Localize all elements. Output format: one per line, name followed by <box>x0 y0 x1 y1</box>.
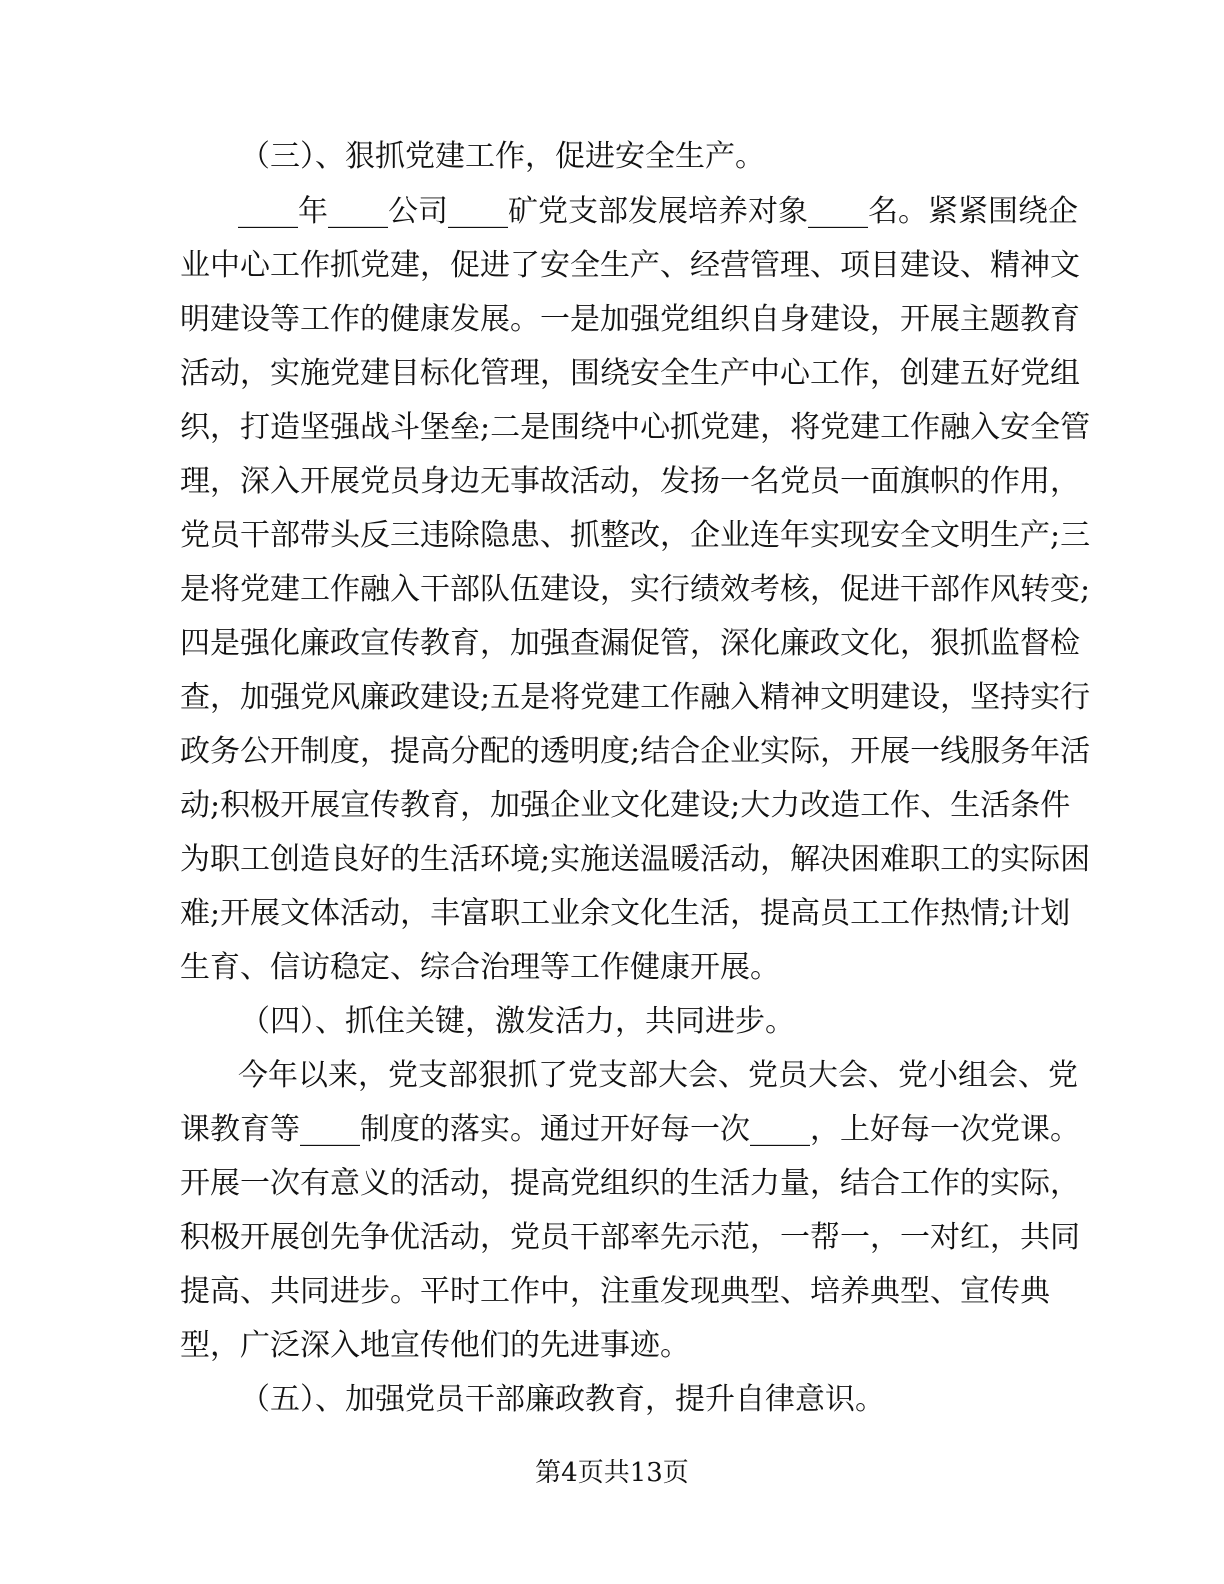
paragraph-line: 型，广泛深入地宣传他们的先进事迹。 <box>180 1328 690 1363</box>
page-number-footer: 第4页共13页 <box>535 1458 689 1488</box>
paragraph-line: 难;开展文体活动，丰富职工业余文化生活，提高员工工作热情;计划 <box>180 896 1071 931</box>
paragraph-line: 今年以来，党支部狠抓了党支部大会、党员大会、党小组会、党 <box>238 1058 1078 1093</box>
paragraph-line: 理，深入开展党员身边无事故活动，发扬一名党员一面旗帜的作用， <box>180 464 1080 499</box>
section-heading-3: （三）、狠抓党建工作，促进安全生产。 <box>240 139 765 174</box>
paragraph-line: 动;积极开展宣传教育，加强企业文化建设;大力改造工作、生活条件 <box>180 788 1071 823</box>
paragraph-line: 提高、共同进步。平时工作中，注重发现典型、培养典型、宣传典 <box>180 1274 1050 1309</box>
paragraph-line: 党员干部带头反三违除隐患、抓整改，企业连年实现安全文明生产;三 <box>180 518 1091 553</box>
paragraph-line: 织，打造坚强战斗堡垒;二是围绕中心抓党建，将党建工作融入安全管 <box>180 410 1091 445</box>
paragraph-line: 是将党建工作融入干部队伍建设，实行绩效考核，促进干部作风转变; <box>180 572 1091 607</box>
paragraph-line: 明建设等工作的健康发展。一是加强党组织自身建设，开展主题教育 <box>180 302 1080 337</box>
paragraph-line: 活动，实施党建目标化管理，围绕安全生产中心工作，创建五好党组 <box>180 356 1080 391</box>
paragraph-line: 开展一次有意义的活动，提高党组织的生活力量，结合工作的实际， <box>180 1166 1080 1201</box>
paragraph-line: 四是强化廉政宣传教育，加强查漏促管，深化廉政文化，狠抓监督检 <box>180 626 1080 661</box>
paragraph-line: 政务公开制度，提高分配的透明度;结合企业实际，开展一线服务年活 <box>180 734 1091 769</box>
paragraph-line: 生育、信访稳定、综合治理等工作健康开展。 <box>180 950 780 985</box>
section-heading-5: （五）、加强党员干部廉政教育，提升自律意识。 <box>240 1382 885 1417</box>
paragraph-line: 积极开展创先争优活动，党员干部率先示范，一帮一，一对红，共同 <box>180 1220 1080 1255</box>
paragraph-line: ____年____公司____矿党支部发展培养对象____名。紧紧围绕企 <box>238 194 1078 229</box>
paragraph-line: 业中心工作抓党建，促进了安全生产、经营管理、项目建设、精神文 <box>180 248 1080 283</box>
section-heading-4: （四）、抓住关键，激发活力，共同进步。 <box>240 1004 795 1039</box>
paragraph-line: 查，加强党风廉政建设;五是将党建工作融入精神文明建设，坚持实行 <box>180 680 1091 715</box>
paragraph-line: 为职工创造良好的生活环境;实施送温暖活动，解决困难职工的实际困 <box>180 842 1091 877</box>
paragraph-line: 课教育等____制度的落实。通过开好每一次____，上好每一次党课。 <box>180 1112 1080 1147</box>
